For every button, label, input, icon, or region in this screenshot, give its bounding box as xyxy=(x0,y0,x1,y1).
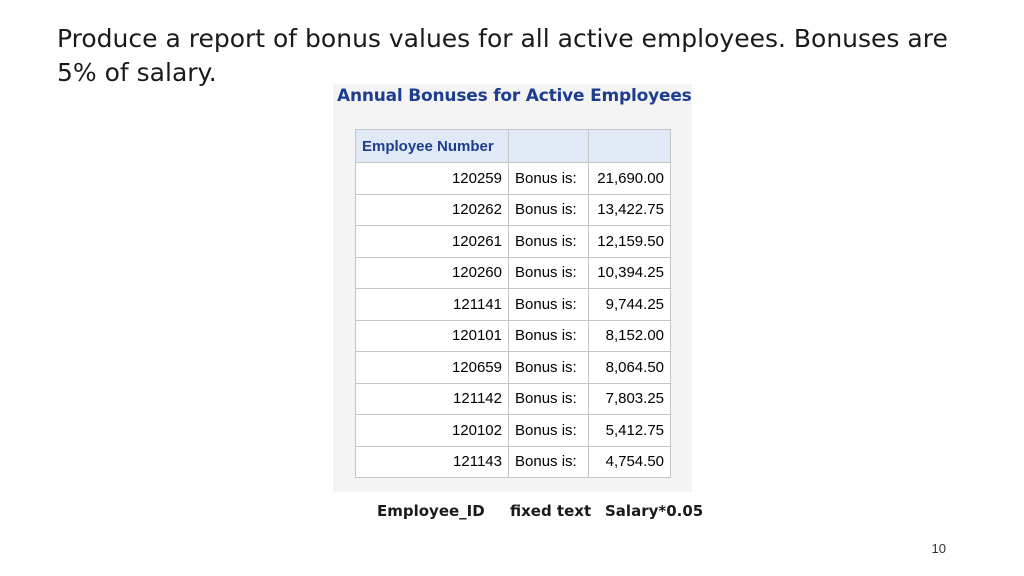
annotation-employee-id: Employee_ID xyxy=(377,502,485,520)
report-output xyxy=(333,84,692,492)
employee-id-cell: 120102 xyxy=(356,415,509,447)
employee-id-cell: 120262 xyxy=(356,194,509,226)
bonus-value-cell: 9,744.25 xyxy=(589,289,671,321)
fixed-text-cell: Bonus is: xyxy=(509,163,589,195)
employee-id-cell: 120101 xyxy=(356,320,509,352)
fixed-text-cell: Bonus is: xyxy=(509,320,589,352)
bonus-value-cell: 21,690.00 xyxy=(589,163,671,195)
bonus-value-cell: 4,754.50 xyxy=(589,446,671,478)
table-header-row xyxy=(356,130,671,163)
slide-prompt: Produce a report of bonus values for all active employees. Bonuses are 5% of salary. xyxy=(57,24,948,87)
table-row xyxy=(356,226,671,258)
employee-id-cell: 120259 xyxy=(356,163,509,195)
employee-id-cell: 121142 xyxy=(356,383,509,415)
bonus-value-cell: 10,394.25 xyxy=(589,257,671,289)
fixed-text-cell: Bonus is: xyxy=(509,257,589,289)
page-number: 10 xyxy=(931,541,946,556)
employee-id-cell: 120261 xyxy=(356,226,509,258)
report-title: Annual Bonuses for Active Employees xyxy=(337,86,692,106)
table-row xyxy=(356,194,671,226)
table-row xyxy=(356,352,671,384)
header-blank xyxy=(589,130,671,163)
annotation-fixed-text: fixed text xyxy=(510,502,592,520)
table-row xyxy=(356,383,671,415)
table-row xyxy=(356,289,671,321)
fixed-text-cell: Bonus is: xyxy=(509,289,589,321)
bonus-value-cell: 12,159.50 xyxy=(589,226,671,258)
fixed-text-cell: Bonus is: xyxy=(509,226,589,258)
table-row xyxy=(356,415,671,447)
bonus-value-cell: 8,064.50 xyxy=(589,352,671,384)
annotation-salary-formula: Salary*0.05 xyxy=(605,502,704,520)
fixed-text-cell: Bonus is: xyxy=(509,446,589,478)
employee-id-cell: 120659 xyxy=(356,352,509,384)
header-blank xyxy=(509,130,589,163)
table-row xyxy=(356,163,671,195)
fixed-text-cell: Bonus is: xyxy=(509,383,589,415)
fixed-text-cell: Bonus is: xyxy=(509,194,589,226)
employee-id-cell: 121141 xyxy=(356,289,509,321)
employee-id-cell: 121143 xyxy=(356,446,509,478)
table-body xyxy=(356,163,671,478)
header-employee-number: Employee Number xyxy=(356,130,509,163)
table-row xyxy=(356,257,671,289)
bonus-value-cell: 7,803.25 xyxy=(589,383,671,415)
table-row xyxy=(356,446,671,478)
bonus-table xyxy=(355,129,671,478)
bonus-value-cell: 8,152.00 xyxy=(589,320,671,352)
fixed-text-cell: Bonus is: xyxy=(509,352,589,384)
table-row xyxy=(356,320,671,352)
bonus-value-cell: 5,412.75 xyxy=(589,415,671,447)
fixed-text-cell: Bonus is: xyxy=(509,415,589,447)
bonus-value-cell: 13,422.75 xyxy=(589,194,671,226)
employee-id-cell: 120260 xyxy=(356,257,509,289)
